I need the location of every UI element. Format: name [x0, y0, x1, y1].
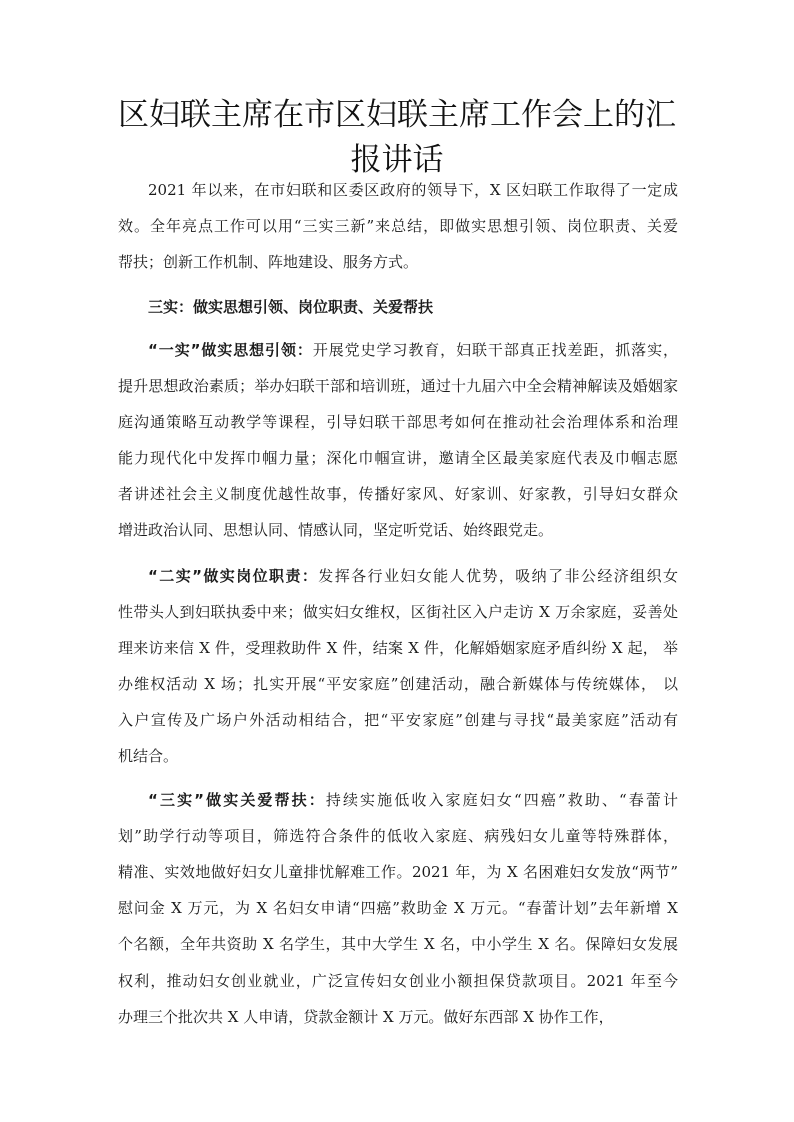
intro-line: 效。全年亮点工作可以用“三实三新”来总结，即做实思想引领、岗位职责、关爱: [118, 217, 678, 235]
section-text: 发挥各行业妇女能人优势，吸纳了非公经济组织女: [318, 567, 678, 585]
section-2-first-line: [148, 566, 678, 586]
section-heading: 三实：做实思想引领、岗位职责、关爱帮扶: [148, 298, 434, 316]
document-title-line-1: 区妇联主席在市区妇联主席工作会上的汇: [118, 97, 676, 133]
body-line: 精准、实效地做好妇女儿童排忧解难工作。2021 年，为 X 名困难妇女发放“两节”: [118, 863, 678, 881]
section-lead: “三实”做实关爱帮扶：: [148, 791, 326, 809]
body-line: 能力现代化中发挥巾帼力量；深化巾帼宣讲，邀请全区最美家庭代表及巾帼志愿: [118, 449, 678, 467]
document-title-line-2: 报讲话: [350, 142, 444, 178]
intro-line: 帮扶；创新工作机制、阵地建设、服务方式。: [118, 253, 419, 271]
section-lead: “一实”做实思想引领：: [148, 341, 313, 359]
body-line: 办理三个批次共 X 人申请，贷款金额计 X 万元。做好东西部 X 协作工作，: [118, 1008, 614, 1026]
body-line: 者讲述社会主义制度优越性故事，传播好家风、好家训、好家教，引导妇女群众: [118, 485, 678, 503]
body-line: 机结合。: [118, 747, 179, 765]
body-line: 增进政治认同、思想认同、情感认同，坚定听党话、始终跟党走。: [118, 521, 554, 539]
body-line: 慰问金 X 万元，为 X 名妇女申请“四癌”救助金 X 万元。“春蕾计划”去年新增 X: [118, 899, 678, 917]
body-line: 个名额，全年共资助 X 名学生，其中大学生 X 名，中小学生 X 名。保障妇女发展: [118, 935, 678, 953]
section-text: 持续实施低收入家庭妇女“四癌”救助、“春蕾计: [325, 791, 678, 809]
body-line: 提升思想政治素质；举办妇联干部和培训班，通过十九届六中全会精神解读及婚姻家: [118, 377, 678, 395]
section-3-first-line: [148, 790, 678, 810]
section-lead: “二实”做实岗位职责：: [148, 567, 319, 585]
body-line: 理来访来信 X 件，受理救助件 X 件，结案 X 件，化解婚姻家庭矛盾纠纷 X 起， 举: [118, 639, 678, 657]
section-1-first-line: [148, 340, 678, 360]
body-line: 划”助学行动等项目，筛选符合条件的低收入家庭、病残妇女儿童等特殊群体，: [118, 827, 678, 845]
body-line: 入户宣传及广场户外活动相结合，把“平安家庭”创建与寻找“最美家庭”活动有: [118, 711, 678, 729]
body-line: 庭沟通策略互动教学等课程，引导妇联干部思考如何在推动社会治理体系和治理: [118, 413, 678, 431]
body-line: 性带头人到妇联执委中来；做实妇女维权，区街社区入户走访 X 万余家庭，妥善处: [118, 603, 678, 621]
intro-line: 2021 年以来，在市妇联和区委区政府的领导下，X 区妇联工作取得了一定成: [148, 181, 678, 199]
section-text: 开展党史学习教育，妇联干部真正找差距，抓落实，: [312, 341, 678, 359]
body-line: 办维权活动 X 场；扎实开展“平安家庭”创建活动，融合新媒体与传统媒体， 以: [118, 675, 678, 693]
body-line: 权利，推动妇女创业就业，广泛宣传妇女创业小额担保贷款项目。2021 年至今: [118, 972, 678, 990]
